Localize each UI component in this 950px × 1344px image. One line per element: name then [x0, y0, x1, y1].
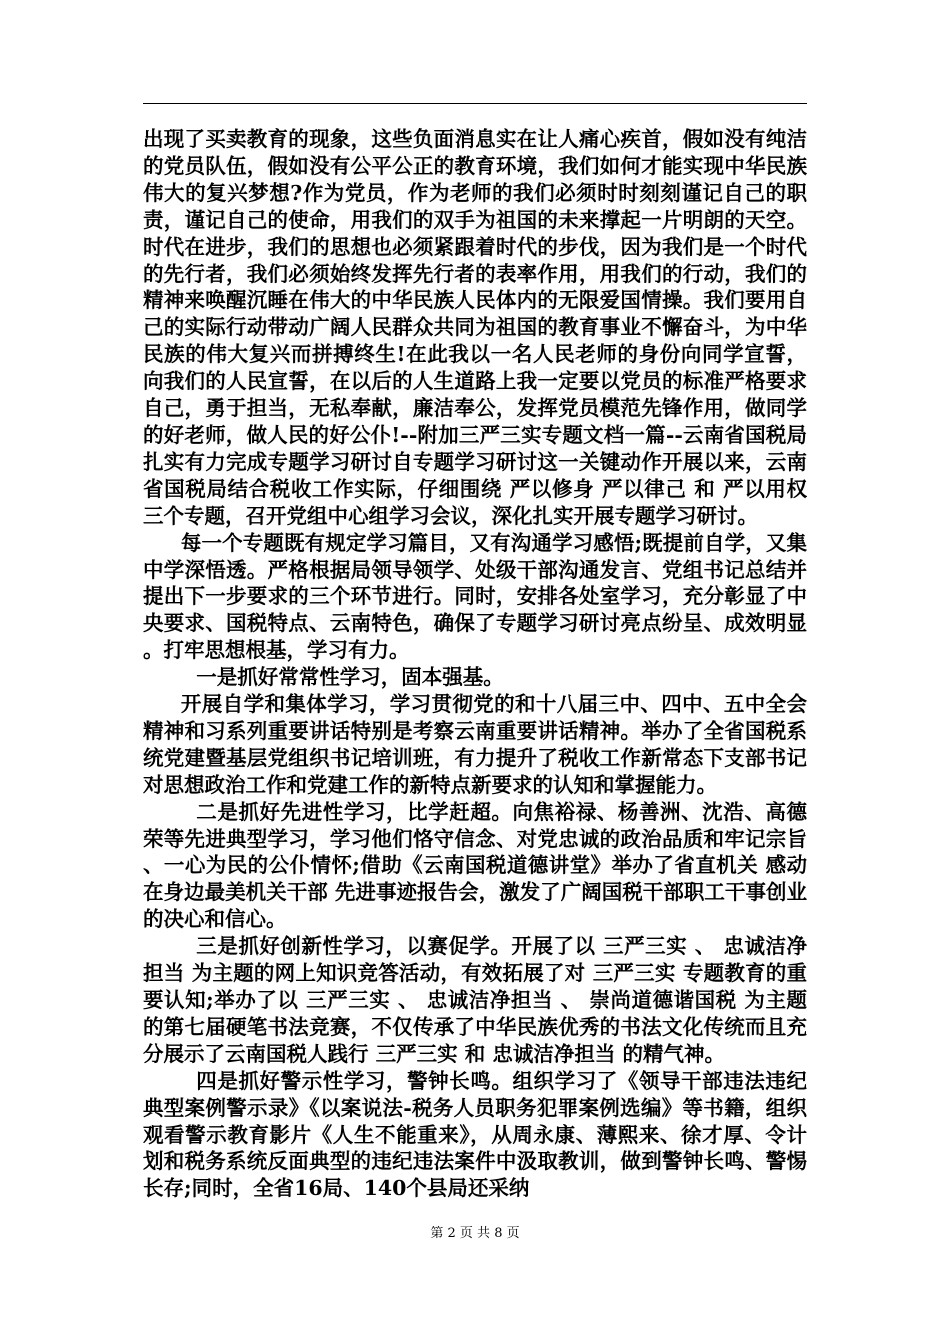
paragraph-warning-study: 四是抓好警示性学习，警钟长鸣。组织学习了《领导干部违法违纪典型案例警示录》《以案说法-税务人员职务犯罪案例选编》等书籍，组织观看警示教育影片《人生不能重来》，从周永康、薄熙来、徐才厚、令计划和税务系统反面典型的违纪违法案件中汲取教训，做到警钟长鸣、警惕长存;同时，全省16局、140个县局还采纳 — [143, 1068, 807, 1201]
paragraph-advanced-study: 二是抓好先进性学习，比学赶超。向焦裕禄、杨善洲、沈浩、高德荣等先进典型学习，学习他们恪守信念、对党忠诚的政治品质和牢记宗旨、一心为民的公仆情怀;借助《云南国税道德讲堂》举办了省直机关 感动在身边最美机关干部 先进事迹报告会，激发了广阔国税干部职工干事创业的决心和信心。 — [143, 799, 807, 932]
paragraph-continuation: 出现了买卖教育的现象，这些负面消息实在让人痛心疾首，假如没有纯洁的党员队伍，假如没有公平公正的教育环境，我们如何才能实现中华民族伟大的复兴梦想?作为党员，作为老师的我们必须时时刻刻谨记自己的职责，谨记自己的使命，用我们的双手为祖国的未来撑起一片明朗的天空。时代在进步，我们的思想也必须紧跟着时代的步伐，因为我们是一个时代的先行者，我们必须始终发挥先行者的表率作用，用我们的行动，我们的精神来唤醒沉睡在伟大的中华民族人民体内的无限爱国情操。我们要用自己的实际行动带动广阔人民群众共同为祖国的教育事业不懈奋斗，为中华民族的伟大复兴而拼搏终生!在此我以一名人民老师的身份向同学宣誓，向我们的人民宣誓，在以后的人生道路上我一定要以党员的标准严格要求自己，勇于担当，无私奉献，廉洁奉公，发挥党员模范先锋作用，做同学的好老师，做人民的好公仆!--附加三严三实专题文档一篇--云南省国税局扎实有力完成专题学习研讨自专题学习研讨这一关键动作开展以来，云南省国税局结合税收工作实际，仔细围绕 严以修身 严以律己 和 严以用权 三个专题，召开党组中心组学习会议，深化扎实开展专题学习研讨。 — [143, 127, 807, 528]
paragraph-regular-study-heading: 一是抓好常常性学习，固本强基。 — [196, 665, 504, 690]
paragraph-innovative-study: 三是抓好创新性学习，以赛促学。开展了以 三严三实 、 忠诚洁净担当 为主题的网上知识竞答活动，有效拓展了对 三严三实 专题教育的重要认知;举办了以 三严三实 、 忠诚洁净担当 、 崇尚道德谐国税 为主题的第七届硬笔书法竞赛，不仅传承了中华民族优秀的书法文化传统而且充分展示了云南国税人践行 三严三实 和 忠诚洁净担当 的精气神。 — [143, 934, 807, 1066]
document-body — [143, 126, 807, 1202]
paragraph-study-topics: 每一个专题既有规定学习篇目，又有沟通学习感悟;既提前自学，又集中学深悟透。严格根据局领导领学、处级干部沟通发言、党组书记总结并提出下一步要求的三个环节进行。同时，安排各处室学习，充分彰显了中央要求、国税特点、云南特色，确保了专题学习研讨亮点纷呈、成效明显。打牢思想根基，学习有力。 — [143, 530, 807, 663]
header-rule — [143, 103, 807, 104]
page-number: 第 2 页 共 8 页 — [430, 1226, 520, 1241]
paragraph-regular-study: 开展自学和集体学习，学习贯彻党的和十八届三中、四中、五中全会精神和习系列重要讲话特别是考察云南重要讲话精神。举办了全省国税系统党建暨基层党组织书记培训班，有力提升了税收工作新常态下支部书记对思想政治工作和党建工作的新特点新要求的认知和掌握能力。 — [143, 692, 807, 797]
